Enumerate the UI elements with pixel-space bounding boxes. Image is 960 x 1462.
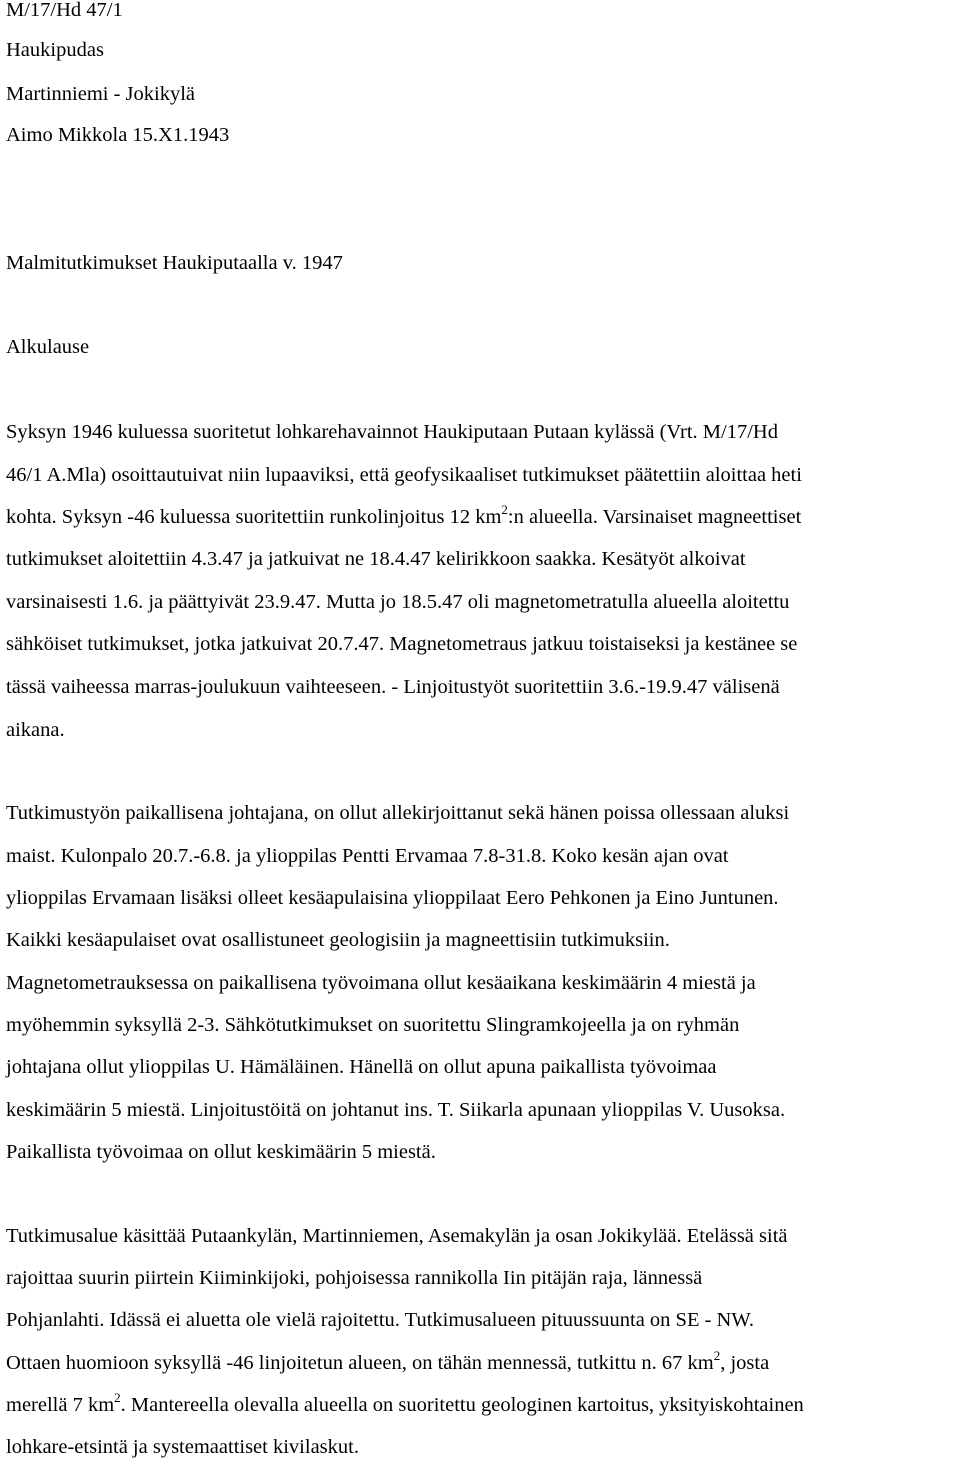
- paragraph-3-line-2: rajoittaa suurin piirtein Kiiminkijoki, pohjoisessa rannikolla Iin pitäjän raja, lännessä: [6, 1267, 703, 1289]
- paragraph-1-line-4: tutkimukset aloitettiin 4.3.47 ja jatkuivat ne 18.4.47 kelirikkoon saakka. Kesätyöt alkoivat: [6, 548, 746, 570]
- paragraph-3-line-1: Tutkimusalue käsittää Putaankylän, Martinniemen, Asemakylän ja osan Jokikylää. Etelässä sitä: [6, 1225, 788, 1247]
- superscript: 2: [114, 1390, 121, 1405]
- author-date: Aimo Mikkola 15.X1.1943: [6, 124, 230, 146]
- paragraph-2-line-5: Magnetometrauksessa on paikallisena työvoimana ollut kesäaikana keskimäärin 4 miestä ja: [6, 972, 756, 994]
- paragraph-2-line-7: johtajana ollut ylioppilas U. Hämäläinen. Hänellä on ollut apuna paikallista työvoimaa: [6, 1056, 717, 1078]
- text-run: kohta. Syksyn -46 kuluessa suoritettiin runkolinjoitus 12 km: [6, 506, 502, 528]
- paragraph-1-line-5: varsinaisesti 1.6. ja päättyivät 23.9.47. Mutta jo 18.5.47 oli magnetometratulla alueella aloitettu: [6, 591, 790, 613]
- paragraph-1-line-1: Syksyn 1946 kuluessa suoritetut lohkarehavainnot Haukiputaan Putaan kylässä (Vrt. M/17/Hd: [6, 421, 778, 443]
- paragraph-2-line-9: Paikallista työvoimaa on ollut keskimäärin 5 miestä.: [6, 1141, 436, 1163]
- text-run: . Mantereella olevalla alueella on suoritettu geologinen kartoitus, yksityiskohtainen: [120, 1394, 804, 1416]
- paragraph-3-line-5: [6, 1390, 804, 1416]
- section-heading: Alkulause: [6, 336, 90, 358]
- paragraph-1-line-6: sähköiset tutkimukset, jotka jatkuivat 20.7.47. Magnetometraus jatkuu toistaiseksi ja kestänee se: [6, 633, 798, 655]
- paragraph-3-line-6: lohkare-etsintä ja systemaattiset kivilaskut.: [6, 1436, 359, 1458]
- document-title: Malmitutkimukset Haukiputaalla v. 1947: [6, 252, 343, 274]
- superscript: 2: [501, 502, 508, 517]
- area-name: Martinniemi - Jokikylä: [6, 83, 196, 105]
- paragraph-2-line-6: myöhemmin syksyllä 2-3. Sähkötutkimukset on suoritettu Slingramkojeella ja on ryhmän: [6, 1014, 740, 1036]
- paragraph-1-line-2: 46/1 A.Mla) osoittautuivat niin lupaaviksi, että geofysikaaliset tutkimukset päätettiin aloittaa heti: [6, 464, 802, 486]
- text-run: :n alueella. Varsinaiset magneettiset: [507, 506, 802, 528]
- text-run: merellä 7 km: [6, 1394, 115, 1416]
- paragraph-3-line-4: [6, 1348, 770, 1374]
- municipality: Haukipudas: [6, 39, 104, 61]
- paragraph-1-line-3: [6, 502, 802, 528]
- paragraph-1-line-7: tässä vaiheessa marras-joulukuun vaihteeseen. - Linjoitustyöt suoritettiin 3.6.-19.9.47 välisenä: [6, 676, 780, 698]
- superscript: 2: [713, 1348, 721, 1363]
- paragraph-2-line-4: Kaikki kesäapulaiset ovat osallistuneet geologisiin ja magneettisiin tutkimuksiin.: [6, 929, 670, 951]
- paragraph-2-line-8: keskimäärin 5 miestä. Linjoitustöitä on johtanut ins. T. Siikarla apunaan ylioppilas V. Uusoksa.: [6, 1099, 786, 1121]
- paragraph-1-line-8: aikana.: [6, 719, 65, 741]
- paragraph-2-line-1: Tutkimustyön paikallisena johtajana, on ollut allekirjoittanut sekä hänen poissa ollessaan aluksi: [6, 802, 790, 824]
- text-run: Ottaen huomioon syksyllä -46 linjoitetun alueen, on tähän mennessä, tutkittu n. 67 km: [6, 1352, 714, 1374]
- reference-code: M/17/Hd 47/1: [6, 0, 123, 21]
- paragraph-2-line-3: ylioppilas Ervamaan lisäksi olleet kesäapulaisina ylioppilaat Eero Pehkonen ja Eino Juntunen.: [6, 887, 779, 909]
- paragraph-2-line-2: maist. Kulonpalo 20.7.-6.8. ja ylioppilas Pentti Ervamaa 7.8-31.8. Koko kesän ajan ovat: [6, 845, 729, 867]
- paragraph-3-line-3: Pohjanlahti. Idässä ei aluetta ole vielä rajoitettu. Tutkimusalueen pituussuunta on SE - NW.: [6, 1309, 754, 1331]
- text-run: , josta: [720, 1352, 770, 1374]
